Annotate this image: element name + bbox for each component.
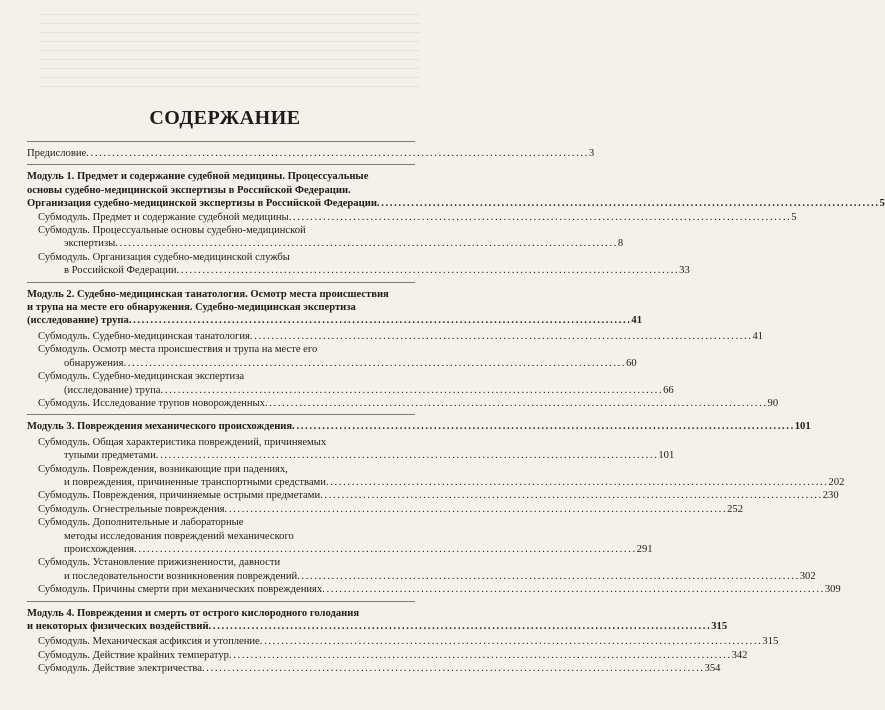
toc-entry-submodule[interactable]: обнаружения . . . 60 [27, 357, 415, 370]
toc-entry-submodule[interactable]: и повреждения, причиненные транспортными средствами . . . 202 [27, 476, 415, 489]
submodule-line: Субмодуль. Повреждения, возникающие при падениях, [38, 463, 288, 475]
module-heading: Модуль 1. Предмет и содержание судебной медицины. Процессуальные [27, 171, 369, 183]
toc-entry-submodule[interactable]: Субмодуль. Механическая асфиксия и утопление . . . 315 [27, 635, 415, 648]
page-number: 33 [679, 265, 690, 277]
submodule-line: Субмодуль. Судебно-медицинская экспертиза [38, 371, 245, 383]
page-number: 291 [636, 543, 653, 555]
divider [27, 414, 415, 415]
toc-entry-submodule[interactable]: Субмодуль. Предмет и содержание судебной медицины . . . 5 [27, 211, 415, 224]
toc-entry-submodule[interactable]: и последовательности возникновения повреждений . . . 302 [27, 570, 415, 583]
toc-entry-submodule[interactable]: Субмодуль. Судебно-медицинская танатология . . . 41 [27, 330, 415, 343]
divider [27, 601, 415, 602]
toc-entry-submodule[interactable]: экспертизы . . . 8 [27, 237, 415, 250]
submodule-line: Субмодуль. Организация судебно-медицинской службы [38, 251, 290, 263]
module-heading: Модуль 2. Судебно-медицинская танатология. Осмотр места происшествия [27, 288, 389, 300]
page-number: 41 [752, 330, 764, 342]
toc-entry-submodule[interactable]: Субмодуль. Исследование трупов новорожденных . . . 90 [27, 397, 415, 410]
toc-entry-submodule[interactable]: (исследование) трупа . . . 66 [27, 384, 415, 397]
page-title: СОДЕРЖАНИЕ [149, 107, 301, 129]
toc-entry-submodule[interactable]: Субмодуль. Повреждения, причиняемые острыми предметами . . . 230 [27, 489, 415, 502]
toc-entry-submodule[interactable]: тупыми предметами . . . 101 [27, 449, 415, 462]
page-number: 90 [767, 397, 779, 409]
toc-entry-submodule[interactable]: в Российской Федерации . . . 33 [27, 264, 415, 277]
page-number: 315 [762, 636, 779, 648]
module-heading: Модуль 4. Повреждения и смерть от острого кислородного голодания [27, 607, 360, 619]
page-number: 302 [799, 570, 816, 582]
submodule-line: Субмодуль. Установление прижизненности, давности [38, 557, 281, 569]
page-number: 101 [794, 421, 811, 433]
module-heading: основы судебно-медицинской экспертизы в Российской Федерации. [27, 184, 351, 196]
table-of-contents [27, 137, 885, 676]
page-number: 3 [588, 148, 595, 159]
toc-entry-preface[interactable]: Предисловие . . . 3 [27, 147, 415, 160]
toc-entry-module-3[interactable]: Модуль 3. Повреждения механического происхождения . . . 101 [27, 420, 415, 433]
page-number: 252 [727, 503, 743, 515]
page-number: 101 [658, 450, 675, 462]
submodule-line: методы исследования повреждений механического [64, 530, 294, 542]
divider [27, 164, 415, 165]
submodule-line: Субмодуль. Общая характеристика повреждений, причиняемых [38, 436, 327, 448]
page-number: 342 [731, 649, 748, 661]
divider [27, 141, 415, 142]
submodule-line: Субмодуль. Процессуальные основы судебно-медицинской [38, 225, 306, 237]
toc-entry-submodule[interactable]: Субмодуль. Причины смерти при механических повреждениях . . . 309 [27, 583, 415, 596]
page-number: 315 [711, 621, 728, 632]
submodule-line: Субмодуль. Дополнительные и лабораторные [38, 517, 244, 529]
page-number: 8 [617, 238, 624, 250]
page-number: 230 [822, 490, 839, 502]
toc-entry-submodule[interactable]: происхождения . . . 291 [27, 543, 415, 556]
toc-entry-module-1[interactable]: Организация судебно-медицинской экспертизы в Российской Федерации . . . 5 [27, 197, 415, 210]
page-number: 309 [824, 584, 841, 596]
toc-entry-module-2[interactable]: (исследование) трупа . . . 41 [27, 314, 415, 327]
page-number: 202 [828, 476, 845, 488]
page-number: 5 [791, 211, 797, 223]
submodule-line: Субмодуль. Осмотр места происшествия и трупа на месте его [38, 344, 318, 356]
toc-entry-submodule[interactable]: Субмодуль. Огнестрельные повреждения . . . 252 [27, 503, 415, 516]
toc-entry-submodule[interactable]: Субмодуль. Действие крайних температур . . . 342 [27, 649, 415, 662]
module-heading: и трупа на месте его обнаружения. Судебно-медицинская экспертиза [27, 302, 356, 314]
page-number: 66 [663, 384, 674, 396]
page-number: 60 [626, 357, 637, 369]
toc-entry-module-4[interactable]: и некоторых физических воздействий . . . 315 [27, 620, 415, 633]
page-number: 5 [879, 198, 885, 210]
divider [27, 282, 415, 283]
page-number: 354 [704, 663, 721, 675]
toc-entry-submodule[interactable]: Субмодуль. Действие электричества . . . 354 [27, 662, 415, 675]
page-number: 41 [631, 315, 643, 327]
